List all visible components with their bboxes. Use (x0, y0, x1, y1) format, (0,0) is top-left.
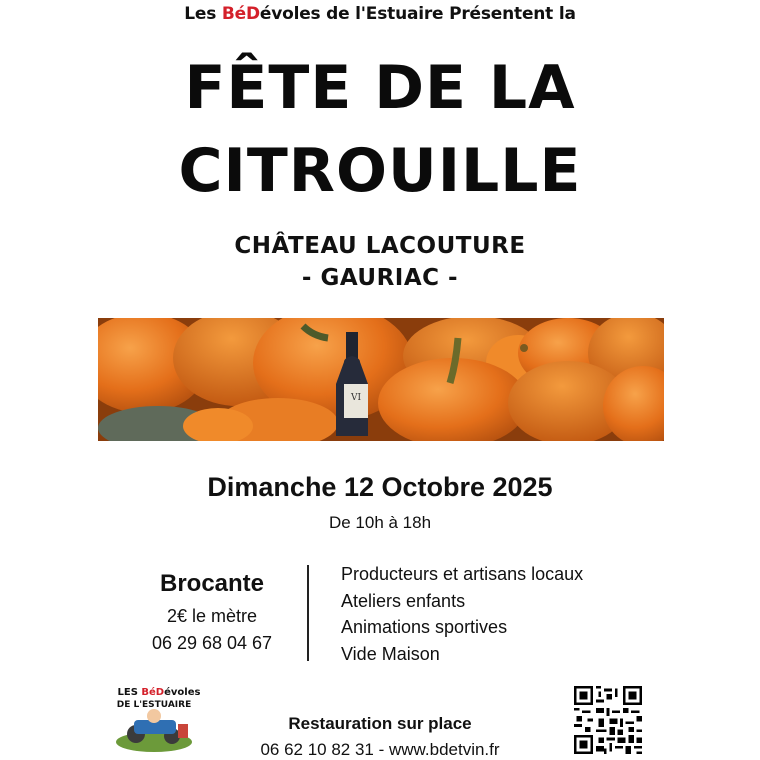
brocante-phone: 06 29 68 04 67 (151, 633, 273, 653)
activity-item: Producteurs et artisans locaux (341, 564, 584, 584)
pumpkins-illustration (98, 318, 664, 441)
vertical-divider (307, 565, 309, 661)
event-hours: De 10h à 18h (328, 513, 432, 532)
intro-text-start: Les (184, 4, 222, 24)
contact-line: 06 62 10 82 31 - www.bdetvin.fr (260, 740, 500, 759)
intro-red-be: Bé (221, 4, 246, 24)
activity-item: Animations sportives (341, 617, 508, 637)
pumpkins-photo (98, 318, 664, 441)
intro-text-end: évoles de l'Estuaire Présentent la (259, 4, 576, 24)
venue-name: CHÂTEAU LACOUTURE (234, 233, 526, 259)
activity-item: Vide Maison (341, 643, 440, 664)
venue-town: - GAURIAC - (301, 265, 459, 291)
title-line-2: CITROUILLE (178, 136, 582, 206)
brocante-price: 2€ le mètre (166, 606, 258, 626)
activity-item: Ateliers enfants (341, 590, 466, 611)
svg-text:LES BéDévoles: LES BéDévoles (117, 687, 201, 698)
brocante-title: Brocante (159, 570, 265, 597)
qr-code-image (574, 686, 642, 754)
brocante-block (112, 570, 312, 660)
activities-list (341, 563, 583, 669)
svg-text:VI: VI (350, 393, 362, 403)
event-date: Dimanche 12 Octobre 2025 (207, 472, 553, 502)
intro-red-d: D (245, 4, 260, 24)
intro-line (0, 4, 760, 24)
qr-code (574, 686, 642, 754)
restauration-label: Restauration sur place (288, 714, 472, 733)
svg-text:DE L'ESTUAIRE: DE L'ESTUAIRE (116, 700, 192, 710)
title-line-1: FÊTE DE LA (184, 53, 576, 123)
